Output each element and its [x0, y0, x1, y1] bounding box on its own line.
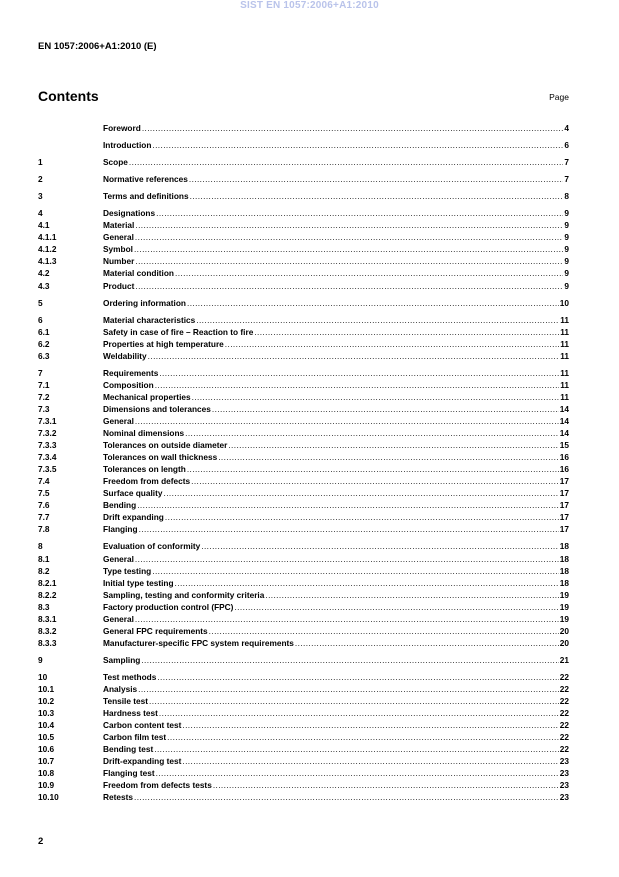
toc-dot-leader: [155, 379, 560, 391]
toc-entry[interactable]: [38, 367, 569, 379]
toc-entry-number: 2: [38, 174, 43, 185]
watermark: SIST EN 1057:2006+A1:2010: [240, 0, 379, 11]
toc-entry[interactable]: [38, 439, 569, 451]
toc-entry[interactable]: [38, 767, 569, 779]
toc-entry[interactable]: [38, 280, 569, 292]
toc-entry-page: 20: [559, 637, 569, 648]
toc-entry-number: 10.9: [38, 780, 55, 791]
toc-entry-page: 17: [559, 512, 569, 523]
toc-entry-number: 8.2.2: [38, 589, 57, 600]
toc-dot-leader: [265, 589, 558, 601]
toc-entry-page: 9: [564, 268, 569, 279]
toc-entry[interactable]: [38, 654, 569, 666]
toc-entry[interactable]: [38, 427, 569, 439]
toc-entry-page: 14: [559, 403, 569, 414]
toc-entry-page: 15: [559, 440, 569, 451]
toc-entry-number: 10.3: [38, 708, 55, 719]
toc-entry-number: 8.2: [38, 565, 50, 576]
toc-entry-page: 19: [559, 589, 569, 600]
toc-dot-leader: [295, 637, 559, 649]
toc-entry[interactable]: [38, 577, 569, 589]
toc-entry-title: Test methods: [103, 671, 157, 682]
toc-group: [38, 156, 569, 168]
toc-entry-page: 11: [560, 391, 569, 402]
toc-dot-leader: [163, 487, 558, 499]
toc-entry-page: 22: [559, 708, 569, 719]
toc-entry[interactable]: [38, 451, 569, 463]
toc-entry[interactable]: [38, 499, 569, 511]
toc-entry-title: Symbol: [103, 244, 133, 255]
toc-entry-title: Retests: [103, 792, 133, 803]
toc-entry-title: Designations: [103, 208, 156, 219]
toc-entry-page: 18: [559, 577, 569, 588]
toc-entry-page: 10: [559, 297, 569, 308]
toc-entry-page: 7: [564, 174, 569, 185]
toc-entry[interactable]: [38, 731, 569, 743]
toc-dot-leader: [191, 475, 559, 487]
toc-entry[interactable]: [38, 553, 569, 565]
toc-dot-leader: [175, 267, 563, 279]
toc-entry-title: Requirements: [103, 367, 159, 378]
toc-dot-leader: [134, 791, 559, 803]
toc-entry-number: 10.4: [38, 720, 55, 731]
toc-entry[interactable]: [38, 190, 569, 202]
toc-entry-title: Tolerances on wall thickness: [103, 452, 218, 463]
toc-entry-title: Evaluation of conformity: [103, 541, 201, 552]
toc-entry-number: 7.3.5: [38, 464, 57, 475]
toc-dot-leader: [152, 139, 563, 151]
toc-entry-title: Introduction: [103, 140, 152, 151]
toc-entry-page: 21: [559, 654, 569, 665]
toc-entry-page: 9: [564, 232, 569, 243]
toc-entry-page: 6: [564, 140, 569, 151]
toc-entry-number: 7.3.2: [38, 428, 57, 439]
toc-entry-page: 9: [564, 220, 569, 231]
toc-entry-title: Material condition: [103, 268, 174, 279]
toc-entry-number: 4.1.3: [38, 256, 57, 267]
toc-entry-number: 8.1: [38, 553, 50, 564]
toc-entry[interactable]: [38, 139, 569, 151]
table-of-contents: [38, 122, 569, 808]
toc-entry-title: Bending: [103, 500, 137, 511]
toc-entry-number: 7.3.4: [38, 452, 57, 463]
toc-entry[interactable]: [38, 523, 569, 535]
toc-entry-title: Freedom from defects: [103, 476, 191, 487]
toc-dot-leader: [187, 463, 559, 475]
toc-dot-leader: [149, 695, 559, 707]
toc-entry-number: 10.5: [38, 732, 55, 743]
toc-entry[interactable]: [38, 173, 569, 185]
toc-entry[interactable]: [38, 338, 569, 350]
toc-dot-leader: [142, 122, 564, 134]
toc-entry[interactable]: [38, 255, 569, 267]
toc-entry-number: 3: [38, 191, 43, 202]
toc-dot-leader: [187, 297, 559, 309]
toc-entry-page: 7: [564, 157, 569, 168]
toc-entry[interactable]: [38, 719, 569, 731]
toc-entry-number: 10.1: [38, 683, 55, 694]
toc-group: [38, 173, 569, 185]
toc-entry-number: 10.7: [38, 756, 55, 767]
toc-entry-number: 10.10: [38, 792, 59, 803]
toc-dot-leader: [135, 255, 563, 267]
toc-entry[interactable]: [38, 326, 569, 338]
toc-entry[interactable]: [38, 589, 569, 601]
document-id: EN 1057:2006+A1:2010 (E): [38, 41, 157, 52]
toc-dot-leader: [185, 427, 559, 439]
toc-entry-number: 7.3.1: [38, 415, 57, 426]
toc-entry-title: Manufacturer-specific FPC system requirements: [103, 637, 294, 648]
toc-group: [38, 122, 569, 134]
toc-entry-page: 18: [559, 553, 569, 564]
toc-dot-leader: [139, 523, 559, 535]
toc-group: [38, 654, 569, 666]
toc-entry-page: 17: [559, 476, 569, 487]
toc-entry-title: Tensile test: [103, 696, 149, 707]
toc-entry[interactable]: [38, 779, 569, 791]
toc-entry[interactable]: [38, 743, 569, 755]
toc-entry-page: 11: [560, 338, 569, 349]
toc-group: [38, 139, 569, 151]
toc-entry-title: Material characteristics: [103, 314, 196, 325]
toc-entry-page: 22: [559, 683, 569, 694]
toc-entry[interactable]: [38, 156, 569, 168]
toc-entry-page: 11: [560, 314, 569, 325]
toc-entry[interactable]: [38, 511, 569, 523]
toc-entry-number: 9: [38, 654, 43, 665]
toc-entry-number: 7.8: [38, 524, 50, 535]
toc-dot-leader: [182, 719, 558, 731]
toc-entry-number: 1: [38, 157, 43, 168]
toc-group: [38, 671, 569, 804]
toc-entry-number: 4.1.2: [38, 244, 57, 255]
toc-entry[interactable]: [38, 267, 569, 279]
toc-entry-number: 8: [38, 541, 43, 552]
toc-entry[interactable]: [38, 637, 569, 649]
toc-entry-title: Composition: [103, 379, 154, 390]
toc-dot-leader: [189, 173, 564, 185]
toc-entry[interactable]: [38, 379, 569, 391]
toc-group: [38, 207, 569, 291]
toc-entry-title: Analysis: [103, 683, 138, 694]
toc-entry-title: General: [103, 415, 134, 426]
toc-entry-number: 7: [38, 367, 43, 378]
toc-entry-number: 8.2.1: [38, 577, 57, 588]
toc-entry-title: Mechanical properties: [103, 391, 191, 402]
toc-entry[interactable]: [38, 403, 569, 415]
toc-entry-page: 16: [559, 464, 569, 475]
toc-entry-page: 17: [559, 524, 569, 535]
toc-entry-title: Properties at high temperature: [103, 338, 224, 349]
toc-entry-number: 7.5: [38, 488, 50, 499]
toc-entry-title: Dimensions and tolerances: [103, 403, 211, 414]
toc-entry[interactable]: [38, 463, 569, 475]
toc-entry-number: 7.6: [38, 500, 50, 511]
toc-entry[interactable]: [38, 475, 569, 487]
toc-entry-page: 22: [559, 744, 569, 755]
toc-entry-page: 23: [559, 792, 569, 803]
toc-entry-page: 11: [560, 350, 569, 361]
toc-entry-title: Factory production control (FPC): [103, 601, 234, 612]
toc-dot-leader: [135, 415, 559, 427]
toc-dot-leader: [148, 350, 560, 362]
toc-dot-leader: [228, 439, 558, 451]
toc-entry-number: 8.3: [38, 601, 50, 612]
toc-entry-page: 22: [559, 696, 569, 707]
toc-entry-page: 11: [560, 367, 569, 378]
toc-entry[interactable]: [38, 350, 569, 362]
toc-entry-page: 14: [559, 428, 569, 439]
toc-entry[interactable]: [38, 219, 569, 231]
toc-entry-number: 4: [38, 208, 43, 219]
toc-entry-number: 4.2: [38, 268, 50, 279]
toc-entry-number: 7.7: [38, 512, 50, 523]
toc-entry-number: 5: [38, 297, 43, 308]
toc-entry-title: Carbon film test: [103, 732, 167, 743]
toc-entry-number: 6: [38, 314, 43, 325]
toc-entry[interactable]: [38, 613, 569, 625]
toc-dot-leader: [135, 280, 563, 292]
toc-entry-number: 7.3: [38, 403, 50, 414]
toc-entry-title: Tolerances on length: [103, 464, 186, 475]
toc-entry-title: Surface quality: [103, 488, 163, 499]
toc-entry[interactable]: [38, 565, 569, 577]
toc-entry-page: 18: [559, 541, 569, 552]
toc-dot-leader: [129, 156, 563, 168]
toc-dot-leader: [134, 243, 563, 255]
toc-entry-title: Weldability: [103, 350, 147, 361]
toc-entry-page: 9: [564, 256, 569, 267]
toc-entry-title: Sampling, testing and conformity criteria: [103, 589, 265, 600]
toc-dot-leader: [209, 625, 559, 637]
toc-entry-number: 10: [38, 671, 48, 682]
toc-entry[interactable]: [38, 625, 569, 637]
toc-dot-leader: [201, 540, 559, 552]
toc-entry-page: 8: [564, 191, 569, 202]
toc-entry-title: Safety in case of fire – Reaction to fire: [103, 326, 254, 337]
toc-entry[interactable]: [38, 243, 569, 255]
toc-entry-title: Bending test: [103, 744, 154, 755]
toc-dot-leader: [152, 565, 559, 577]
toc-entry-number: 6.3: [38, 350, 50, 361]
toc-entry-title: Material: [103, 220, 135, 231]
toc-entry[interactable]: [38, 695, 569, 707]
toc-entry-title: Normative references: [103, 174, 188, 185]
toc-dot-leader: [135, 219, 563, 231]
toc-dot-leader: [225, 338, 559, 350]
toc-dot-leader: [254, 326, 559, 338]
toc-entry-page: 17: [559, 488, 569, 499]
toc-entry-number: 8.3.1: [38, 613, 57, 624]
toc-dot-leader: [182, 755, 558, 767]
toc-entry-page: 23: [559, 756, 569, 767]
toc-entry-number: 4.3: [38, 280, 50, 291]
toc-entry-title: General: [103, 613, 134, 624]
toc-entry-page: 23: [559, 780, 569, 791]
toc-entry-title: Flanging: [103, 524, 138, 535]
toc-entry-page: 22: [559, 732, 569, 743]
toc-entry-page: 14: [559, 415, 569, 426]
toc-group: [38, 540, 569, 648]
toc-entry-page: 17: [559, 500, 569, 511]
toc-entry-page: 22: [559, 671, 569, 682]
page-column-label: Page: [549, 92, 569, 102]
toc-dot-leader: [165, 511, 559, 523]
toc-dot-leader: [135, 231, 563, 243]
toc-dot-leader: [154, 743, 559, 755]
toc-entry-title: General: [103, 553, 134, 564]
toc-entry-page: 11: [560, 379, 569, 390]
toc-entry[interactable]: [38, 231, 569, 243]
toc-entry-number: 7.3.3: [38, 440, 57, 451]
toc-entry[interactable]: [38, 683, 569, 695]
toc-dot-leader: [218, 451, 559, 463]
toc-entry[interactable]: [38, 755, 569, 767]
toc-entry-title: Carbon content test: [103, 720, 182, 731]
toc-entry-title: Tolerances on outside diameter: [103, 440, 228, 451]
toc-entry-page: 19: [559, 601, 569, 612]
toc-entry-number: 6.1: [38, 326, 50, 337]
toc-entry-title: Nominal dimensions: [103, 428, 185, 439]
toc-dot-leader: [159, 707, 559, 719]
toc-dot-leader: [135, 613, 559, 625]
toc-group: [38, 190, 569, 202]
toc-entry-number: 10.8: [38, 768, 55, 779]
toc-entry-page: 4: [564, 123, 569, 133]
toc-entry[interactable]: [38, 391, 569, 403]
toc-entry-title: Number: [103, 256, 135, 267]
toc-entry-title: Freedom from defects tests: [103, 780, 212, 791]
toc-dot-leader: [212, 403, 559, 415]
toc-entry[interactable]: [38, 314, 569, 326]
toc-entry-page: 9: [564, 208, 569, 219]
toc-entry-title: General: [103, 232, 134, 243]
toc-entry[interactable]: [38, 122, 569, 134]
toc-entry-number: 10.2: [38, 696, 55, 707]
toc-entry-title: Terms and definitions: [103, 191, 189, 202]
toc-dot-leader: [196, 314, 559, 326]
toc-entry-title: Drift-expanding test: [103, 756, 182, 767]
toc-dot-leader: [157, 671, 558, 683]
toc-entry[interactable]: [38, 487, 569, 499]
toc-entry-page: 11: [560, 326, 569, 337]
toc-entry-title: Scope: [103, 157, 128, 168]
toc-dot-leader: [141, 654, 558, 666]
toc-entry[interactable]: [38, 671, 569, 683]
toc-entry[interactable]: [38, 297, 569, 309]
toc-dot-leader: [138, 683, 559, 695]
toc-entry-title: Initial type testing: [103, 577, 174, 588]
toc-entry-title: Type testing: [103, 565, 152, 576]
toc-entry[interactable]: [38, 207, 569, 219]
toc-dot-leader: [156, 767, 559, 779]
toc-dot-leader: [156, 207, 563, 219]
toc-entry-number: 4.1: [38, 220, 50, 231]
toc-group: [38, 314, 569, 362]
toc-entry-number: 10.6: [38, 744, 55, 755]
toc-entry-page: 18: [559, 565, 569, 576]
toc-entry-title: Foreword: [103, 123, 141, 133]
toc-entry[interactable]: [38, 707, 569, 719]
toc-entry-title: Product: [103, 280, 135, 291]
toc-entry-page: 23: [559, 768, 569, 779]
footer-page-number: 2: [38, 836, 44, 847]
toc-entry-number: 7.4: [38, 476, 50, 487]
toc-entry[interactable]: [38, 791, 569, 803]
page-title: Contents: [38, 88, 99, 104]
toc-entry-number: 6.2: [38, 338, 50, 349]
toc-entry-number: 8.3.3: [38, 637, 57, 648]
toc-entry-number: 7.1: [38, 379, 50, 390]
toc-dot-leader: [190, 190, 564, 202]
toc-dot-leader: [159, 367, 559, 379]
toc-entry[interactable]: [38, 601, 569, 613]
toc-entry-page: 22: [559, 720, 569, 731]
toc-entry-title: General FPC requirements: [103, 625, 208, 636]
toc-group: [38, 367, 569, 536]
toc-entry[interactable]: [38, 540, 569, 552]
toc-entry-page: 16: [559, 452, 569, 463]
toc-dot-leader: [213, 779, 559, 791]
toc-entry[interactable]: [38, 415, 569, 427]
toc-dot-leader: [175, 577, 559, 589]
toc-entry-page: 9: [564, 280, 569, 291]
toc-dot-leader: [137, 499, 559, 511]
toc-dot-leader: [135, 553, 559, 565]
toc-dot-leader: [167, 731, 559, 743]
toc-dot-leader: [234, 601, 558, 613]
toc-entry-title: Ordering information: [103, 297, 186, 308]
toc-entry-page: 9: [564, 244, 569, 255]
toc-entry-number: 4.1.1: [38, 232, 57, 243]
toc-entry-title: Flanging test: [103, 768, 155, 779]
toc-group: [38, 297, 569, 309]
toc-dot-leader: [192, 391, 560, 403]
toc-entry-title: Sampling: [103, 654, 141, 665]
toc-entry-number: 7.2: [38, 391, 50, 402]
toc-entry-page: 19: [559, 613, 569, 624]
toc-entry-title: Drift expanding: [103, 512, 164, 523]
toc-entry-page: 20: [559, 625, 569, 636]
toc-entry-title: Hardness test: [103, 708, 158, 719]
toc-entry-number: 8.3.2: [38, 625, 57, 636]
